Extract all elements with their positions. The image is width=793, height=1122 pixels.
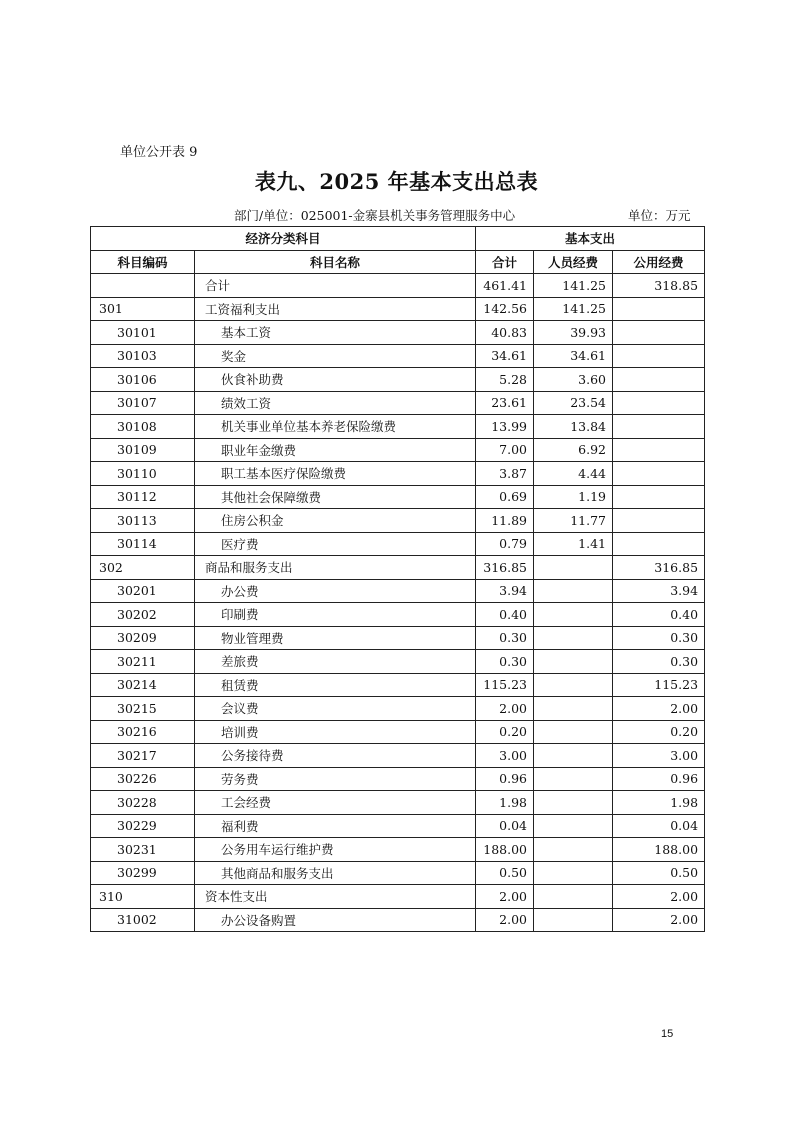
cell-code: 30216 <box>91 720 195 744</box>
table-row <box>91 579 705 603</box>
table-row <box>91 509 705 533</box>
cell-code: 30226 <box>91 767 195 791</box>
table-row <box>91 532 705 556</box>
table-label: 单位公开表 9 <box>120 145 198 160</box>
cell-public <box>613 509 705 533</box>
table-row <box>91 720 705 744</box>
table-row <box>91 744 705 768</box>
cell-name: 培训费 <box>195 720 476 744</box>
cell-code: 30109 <box>91 438 195 462</box>
cell-name: 工会经费 <box>195 791 476 815</box>
table-row <box>91 908 705 932</box>
cell-code: 302 <box>91 556 195 580</box>
table-row <box>91 767 705 791</box>
cell-total: 23.61 <box>476 391 534 415</box>
cell-name: 办公费 <box>195 579 476 603</box>
table-row <box>91 626 705 650</box>
cell-public: 0.30 <box>613 626 705 650</box>
cell-name: 基本工资 <box>195 321 476 345</box>
cell-name: 劳务费 <box>195 767 476 791</box>
cell-personnel <box>534 579 613 603</box>
cell-total: 0.50 <box>476 861 534 885</box>
cell-code: 30229 <box>91 814 195 838</box>
cell-code: 30201 <box>91 579 195 603</box>
cell-public: 3.00 <box>613 744 705 768</box>
cell-personnel: 34.61 <box>534 344 613 368</box>
cell-code: 30217 <box>91 744 195 768</box>
cell-code: 30108 <box>91 415 195 439</box>
cell-public <box>613 532 705 556</box>
cell-public: 3.94 <box>613 579 705 603</box>
cell-personnel <box>534 626 613 650</box>
group-header-basic-expenditure: 基本支出 <box>476 227 705 251</box>
cell-code: 30112 <box>91 485 195 509</box>
cell-name: 工资福利支出 <box>195 297 476 321</box>
cell-name: 福利费 <box>195 814 476 838</box>
cell-public: 0.50 <box>613 861 705 885</box>
cell-name: 租赁费 <box>195 673 476 697</box>
cell-personnel <box>534 814 613 838</box>
cell-public <box>613 462 705 486</box>
table-row <box>91 861 705 885</box>
cell-public: 2.00 <box>613 697 705 721</box>
cell-personnel <box>534 673 613 697</box>
cell-public <box>613 297 705 321</box>
cell-public <box>613 415 705 439</box>
cell-public: 0.04 <box>613 814 705 838</box>
table-row <box>91 556 705 580</box>
cell-name: 资本性支出 <box>195 885 476 909</box>
cell-code: 301 <box>91 297 195 321</box>
cell-name: 办公设备购置 <box>195 908 476 932</box>
cell-total: 40.83 <box>476 321 534 345</box>
cell-personnel <box>534 556 613 580</box>
table-row <box>91 697 705 721</box>
cell-total: 5.28 <box>476 368 534 392</box>
cell-name: 住房公积金 <box>195 509 476 533</box>
cell-public: 0.96 <box>613 767 705 791</box>
cell-personnel: 13.84 <box>534 415 613 439</box>
column-header-row <box>91 250 705 274</box>
cell-name: 伙食补助费 <box>195 368 476 392</box>
cell-name: 物业管理费 <box>195 626 476 650</box>
cell-total: 0.69 <box>476 485 534 509</box>
cell-personnel: 4.44 <box>534 462 613 486</box>
cell-total: 461.41 <box>476 274 534 298</box>
cell-name: 其他社会保障缴费 <box>195 485 476 509</box>
cell-personnel: 3.60 <box>534 368 613 392</box>
cell-code: 30106 <box>91 368 195 392</box>
cell-total: 1.98 <box>476 791 534 815</box>
cell-personnel: 6.92 <box>534 438 613 462</box>
column-header-total: 合计 <box>476 250 534 274</box>
cell-code: 30113 <box>91 509 195 533</box>
cell-code: 30103 <box>91 344 195 368</box>
cell-name: 公务用车运行维护费 <box>195 838 476 862</box>
cell-public: 0.20 <box>613 720 705 744</box>
table-row <box>91 368 705 392</box>
table-row <box>91 650 705 674</box>
cell-name: 医疗费 <box>195 532 476 556</box>
cell-total: 11.89 <box>476 509 534 533</box>
table-row <box>91 297 705 321</box>
cell-public: 318.85 <box>613 274 705 298</box>
cell-name: 商品和服务支出 <box>195 556 476 580</box>
cell-total: 142.56 <box>476 297 534 321</box>
cell-total: 2.00 <box>476 885 534 909</box>
cell-personnel <box>534 720 613 744</box>
cell-public <box>613 391 705 415</box>
cell-code: 30299 <box>91 861 195 885</box>
cell-public: 188.00 <box>613 838 705 862</box>
table-row <box>91 885 705 909</box>
cell-name: 职工基本医疗保险缴费 <box>195 462 476 486</box>
table-row <box>91 673 705 697</box>
cell-personnel <box>534 908 613 932</box>
cell-total: 3.00 <box>476 744 534 768</box>
cell-name: 差旅费 <box>195 650 476 674</box>
cell-name: 印刷费 <box>195 603 476 627</box>
cell-public <box>613 368 705 392</box>
table-row <box>91 838 705 862</box>
cell-total: 0.04 <box>476 814 534 838</box>
cell-total: 115.23 <box>476 673 534 697</box>
cell-total: 0.30 <box>476 626 534 650</box>
table-row <box>91 485 705 509</box>
cell-personnel: 11.77 <box>534 509 613 533</box>
cell-code: 30231 <box>91 838 195 862</box>
group-header-row <box>91 227 705 251</box>
department-label: 部门/单位：025001-金寨县机关事务管理服务中心 <box>234 208 516 223</box>
cell-public <box>613 438 705 462</box>
cell-personnel <box>534 861 613 885</box>
cell-name: 职业年金缴费 <box>195 438 476 462</box>
cell-public: 0.40 <box>613 603 705 627</box>
cell-code: 30211 <box>91 650 195 674</box>
cell-public: 0.30 <box>613 650 705 674</box>
cell-total: 2.00 <box>476 697 534 721</box>
unit-label: 单位：万元 <box>628 208 691 223</box>
cell-personnel: 23.54 <box>534 391 613 415</box>
group-header-economic-classification: 经济分类科目 <box>91 227 476 251</box>
cell-personnel <box>534 885 613 909</box>
cell-public <box>613 344 705 368</box>
cell-personnel: 1.19 <box>534 485 613 509</box>
column-header-name: 科目名称 <box>195 250 476 274</box>
column-header-personnel: 人员经费 <box>534 250 613 274</box>
cell-total: 34.61 <box>476 344 534 368</box>
cell-total: 0.79 <box>476 532 534 556</box>
cell-name: 公务接待费 <box>195 744 476 768</box>
cell-total: 2.00 <box>476 908 534 932</box>
cell-total: 3.87 <box>476 462 534 486</box>
table-row <box>91 391 705 415</box>
cell-public <box>613 485 705 509</box>
cell-personnel <box>534 838 613 862</box>
cell-public: 1.98 <box>613 791 705 815</box>
table-row <box>91 603 705 627</box>
cell-personnel <box>534 791 613 815</box>
column-header-code: 科目编码 <box>91 250 195 274</box>
cell-total: 0.96 <box>476 767 534 791</box>
table-row <box>91 791 705 815</box>
cell-total: 0.20 <box>476 720 534 744</box>
cell-code: 30228 <box>91 791 195 815</box>
cell-name: 机关事业单位基本养老保险缴费 <box>195 415 476 439</box>
table-row <box>91 344 705 368</box>
cell-code: 30214 <box>91 673 195 697</box>
cell-total: 188.00 <box>476 838 534 862</box>
cell-personnel: 39.93 <box>534 321 613 345</box>
table-row <box>91 462 705 486</box>
cell-public <box>613 321 705 345</box>
table-row <box>91 438 705 462</box>
cell-code: 30209 <box>91 626 195 650</box>
cell-personnel: 1.41 <box>534 532 613 556</box>
table-row <box>91 321 705 345</box>
cell-total: 0.30 <box>476 650 534 674</box>
cell-name: 其他商品和服务支出 <box>195 861 476 885</box>
cell-public: 316.85 <box>613 556 705 580</box>
cell-total: 0.40 <box>476 603 534 627</box>
table-body <box>91 274 705 932</box>
cell-name: 奖金 <box>195 344 476 368</box>
cell-code: 31002 <box>91 908 195 932</box>
cell-public: 115.23 <box>613 673 705 697</box>
cell-personnel <box>534 697 613 721</box>
cell-personnel <box>534 744 613 768</box>
cell-name: 绩效工资 <box>195 391 476 415</box>
cell-personnel: 141.25 <box>534 274 613 298</box>
cell-personnel <box>534 767 613 791</box>
cell-code: 30114 <box>91 532 195 556</box>
basic-expenditure-table <box>90 226 705 932</box>
cell-total: 7.00 <box>476 438 534 462</box>
cell-code: 310 <box>91 885 195 909</box>
cell-personnel: 141.25 <box>534 297 613 321</box>
column-header-public: 公用经费 <box>613 250 705 274</box>
page-title: 表九、2025 年基本支出总表 <box>254 169 539 194</box>
cell-name: 会议费 <box>195 697 476 721</box>
cell-code: 30202 <box>91 603 195 627</box>
cell-code: 30107 <box>91 391 195 415</box>
cell-personnel <box>534 650 613 674</box>
cell-code <box>91 274 195 298</box>
table-row <box>91 415 705 439</box>
page-number: 15 <box>661 1028 674 1040</box>
cell-code: 30101 <box>91 321 195 345</box>
cell-code: 30215 <box>91 697 195 721</box>
cell-total: 3.94 <box>476 579 534 603</box>
cell-public: 2.00 <box>613 908 705 932</box>
cell-total: 316.85 <box>476 556 534 580</box>
cell-name: 合计 <box>195 274 476 298</box>
cell-code: 30110 <box>91 462 195 486</box>
cell-public: 2.00 <box>613 885 705 909</box>
cell-personnel <box>534 603 613 627</box>
cell-total: 13.99 <box>476 415 534 439</box>
table-row <box>91 814 705 838</box>
table-row <box>91 274 705 298</box>
